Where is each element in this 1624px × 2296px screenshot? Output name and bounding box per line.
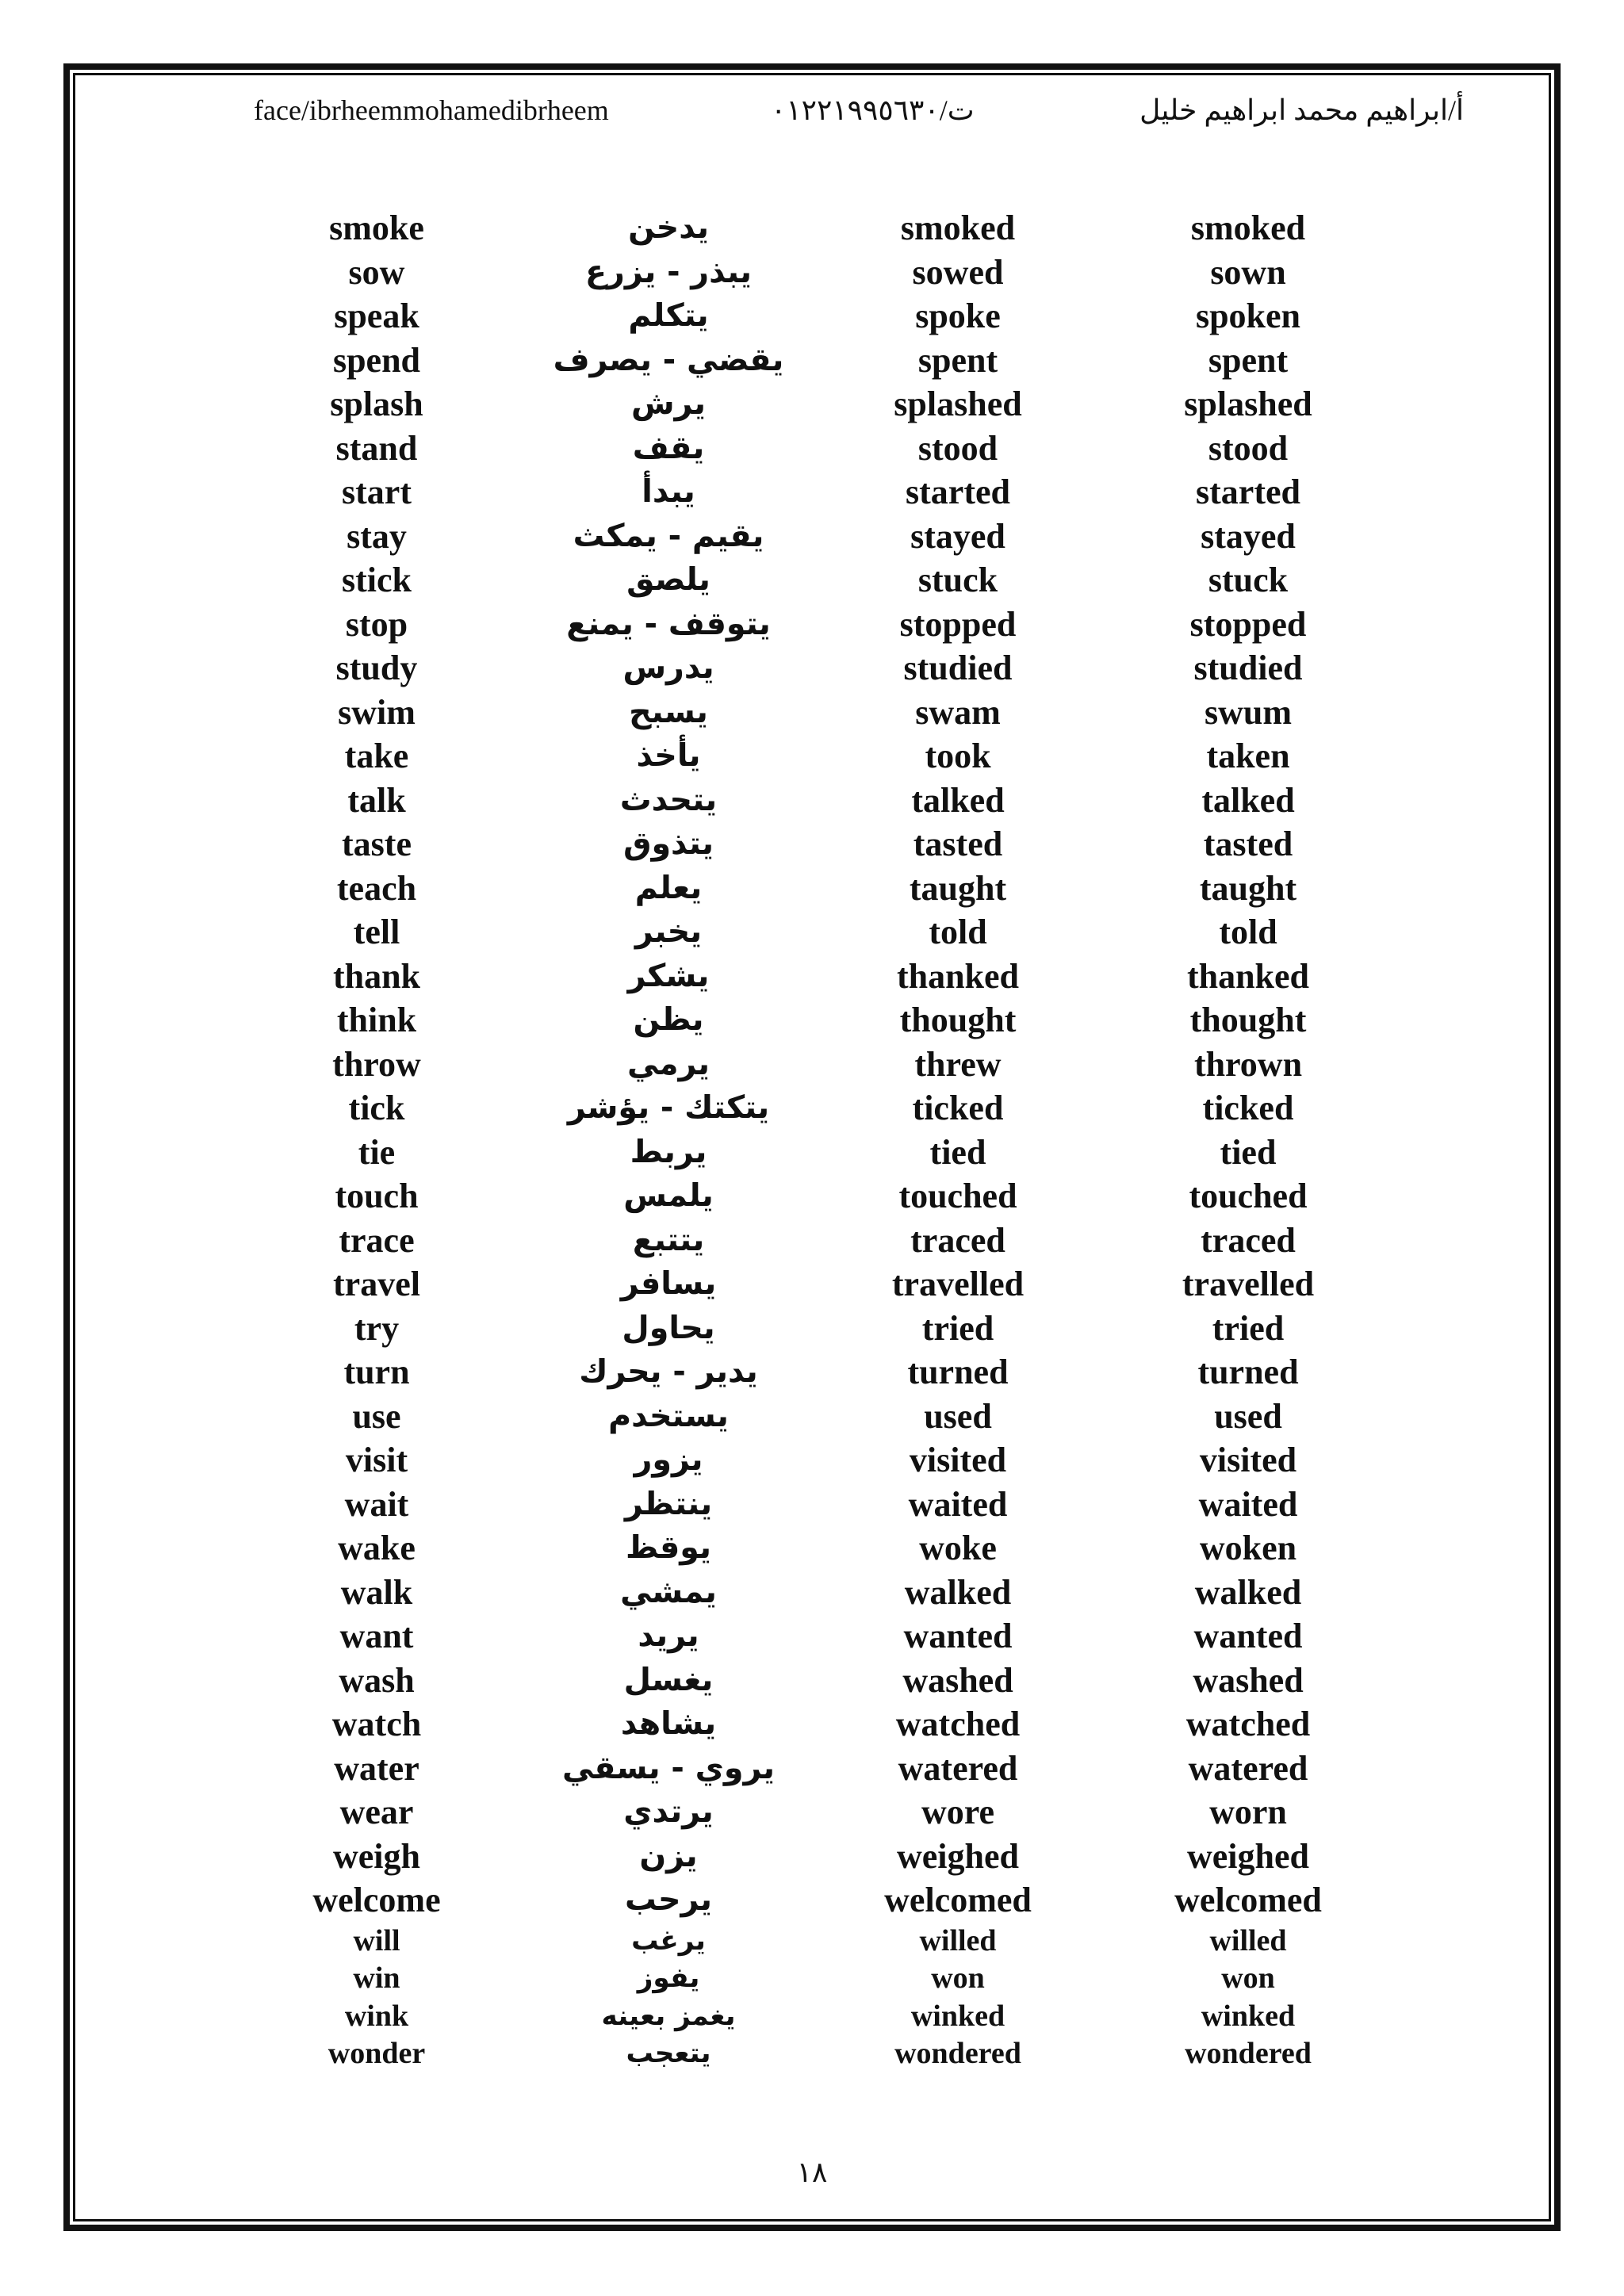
verb-arabic: يقيم - يمكث [573, 517, 764, 554]
table-row [0, 1438, 1624, 1483]
verb-arabic: يبذر - يزرع [585, 253, 752, 290]
verb-base: visit [345, 1441, 408, 1479]
verb-past: thought [899, 1001, 1017, 1039]
verb-past: willed [919, 1923, 997, 1957]
verb-past-participle: watched [1185, 1705, 1311, 1743]
table-row [0, 1998, 1624, 2036]
verb-base: travel [333, 1265, 420, 1303]
verb-arabic: يروي - يسقي [561, 1749, 775, 1786]
verb-past: stopped [899, 604, 1017, 644]
table-row [0, 1571, 1624, 1615]
verb-past: turned [907, 1353, 1009, 1391]
verb-past: tried [921, 1308, 994, 1348]
verb-base: splash [330, 385, 423, 423]
verb-past-participle: traced [1201, 1220, 1296, 1260]
verb-arabic: يرحب [625, 1881, 712, 1918]
verb-base: tie [358, 1132, 396, 1172]
table-row [0, 251, 1624, 295]
table-row [0, 1395, 1624, 1439]
verb-table [0, 206, 1624, 2073]
verb-arabic: يمشي [620, 1573, 717, 1610]
table-row [0, 470, 1624, 515]
verb-base: wait [344, 1484, 409, 1524]
page-header [73, 94, 1551, 138]
verb-past-participle: washed [1193, 1660, 1304, 1700]
verb-base: talk [347, 780, 406, 820]
verb-past-participle: turned [1197, 1353, 1299, 1391]
table-row [0, 1923, 1624, 1961]
verb-base: watch [331, 1705, 422, 1743]
table-row [0, 1131, 1624, 1175]
verb-past-participle: taken [1206, 737, 1290, 775]
verb-past-participle: stopped [1189, 604, 1307, 644]
verb-base: smoke [329, 209, 424, 247]
verb-arabic: يتوقف - يمنع [566, 605, 771, 642]
verb-arabic: يتعجب [626, 2038, 711, 2069]
verb-base: use [352, 1396, 401, 1436]
verb-past: used [924, 1396, 992, 1436]
table-row [0, 339, 1624, 383]
verb-arabic: يزن [639, 1837, 698, 1874]
verb-past-participle: travelled [1182, 1265, 1315, 1303]
verb-base: trace [339, 1220, 415, 1260]
verb-base: wake [338, 1529, 416, 1567]
table-row [0, 910, 1624, 955]
verb-past-participle: wondered [1185, 2037, 1312, 2070]
table-row [0, 1350, 1624, 1395]
verb-base: welcome [312, 1881, 441, 1919]
verb-base: water [334, 1748, 419, 1788]
table-row [0, 1878, 1624, 1923]
verb-past: watched [895, 1705, 1021, 1743]
verb-past-participle: stood [1208, 428, 1289, 468]
table-row [0, 558, 1624, 603]
verb-past-participle: started [1196, 473, 1300, 511]
verb-past-participle: welcomed [1174, 1881, 1322, 1919]
verb-arabic: يدخن [628, 209, 709, 246]
verb-base: walk [340, 1572, 413, 1612]
verb-base: stop [345, 604, 408, 644]
verb-past-participle: smoked [1190, 209, 1306, 247]
verb-past: stuck [917, 561, 998, 599]
verb-arabic: يرش [630, 385, 707, 422]
verb-base: try [354, 1308, 400, 1348]
verb-arabic: يريد [638, 1617, 699, 1654]
verb-base: take [344, 737, 409, 775]
table-row [0, 515, 1624, 559]
verb-past: welcomed [884, 1881, 1032, 1919]
verb-base: start [342, 473, 412, 511]
verb-base: swim [338, 692, 416, 732]
verb-base: tell [353, 913, 400, 951]
verb-past-participle: weighed [1187, 1836, 1309, 1876]
verb-past: wore [921, 1793, 995, 1831]
verb-arabic: يسافر [620, 1265, 717, 1302]
verb-past-participle: spent [1208, 340, 1289, 380]
verb-past: splashed [894, 385, 1022, 423]
verb-arabic: ينتظر [624, 1485, 713, 1522]
table-row [0, 1960, 1624, 1998]
verb-past-participle: spoken [1195, 297, 1301, 335]
verb-past: walked [904, 1572, 1012, 1612]
verb-arabic: يبدأ [642, 473, 695, 510]
verb-arabic: يقف [632, 429, 705, 466]
verb-past: visited [909, 1441, 1007, 1479]
verb-past-participle: taught [1199, 868, 1297, 908]
verb-base: teach [336, 868, 417, 908]
verb-arabic: يستخدم [608, 1397, 729, 1434]
verb-past: stayed [910, 516, 1005, 556]
verb-arabic: يظن [633, 1001, 704, 1038]
verb-past: washed [902, 1660, 1013, 1700]
verb-arabic: يوقظ [626, 1529, 711, 1566]
table-row [0, 779, 1624, 823]
verb-past: threw [914, 1044, 1002, 1084]
verb-arabic: يتتبع [632, 1221, 705, 1258]
verb-base: want [339, 1617, 414, 1655]
verb-past-participle: tried [1212, 1308, 1285, 1348]
verb-past: wanted [903, 1617, 1013, 1655]
verb-past: stood [917, 428, 998, 468]
verb-arabic: يغسل [623, 1661, 714, 1698]
verb-past-participle: winked [1201, 1999, 1296, 2033]
verb-base: stay [347, 516, 407, 556]
verb-past-participle: used [1214, 1396, 1282, 1436]
verb-arabic: يرغب [631, 1924, 706, 1957]
verb-past: woke [919, 1529, 997, 1567]
verb-past: waited [908, 1484, 1008, 1524]
verb-base: speak [334, 297, 419, 335]
verb-past-participle: watered [1188, 1748, 1308, 1788]
table-row [0, 1086, 1624, 1131]
verb-past-participle: touched [1189, 1177, 1308, 1215]
table-row [0, 691, 1624, 735]
verb-arabic: يرتدي [623, 1793, 714, 1830]
verb-base: wear [339, 1793, 414, 1831]
verb-base: study [335, 649, 418, 687]
verb-past-participle: sown [1210, 252, 1286, 292]
table-row [0, 955, 1624, 999]
table-row [0, 1747, 1624, 1791]
verb-base: will [353, 1923, 400, 1957]
verb-past-participle: worn [1209, 1793, 1287, 1831]
verb-past: took [925, 737, 991, 775]
verb-arabic: يتكتك - يؤشر [567, 1089, 770, 1126]
table-row [0, 998, 1624, 1043]
verb-past-participle: ticked [1202, 1089, 1294, 1127]
table-row [0, 734, 1624, 779]
verb-past: told [929, 913, 987, 951]
verb-arabic: يحاول [622, 1309, 715, 1346]
verb-past-participle: woken [1199, 1529, 1297, 1567]
header-author: أ/ابراهيم محمد ابراهيم خليل [1139, 94, 1464, 126]
verb-base: weigh [333, 1836, 420, 1876]
verb-past: ticked [912, 1089, 1004, 1127]
verb-base: think [336, 1001, 417, 1039]
verb-base: stick [342, 561, 412, 599]
verb-arabic: يعلم [634, 869, 703, 906]
table-row [0, 1835, 1624, 1879]
verb-arabic: يلصق [626, 561, 710, 598]
verb-past-participle: swum [1204, 692, 1293, 732]
verb-arabic: يخبر [634, 913, 703, 950]
verb-past-participle: stuck [1208, 561, 1289, 599]
table-row [0, 1219, 1624, 1263]
verb-base: wink [344, 1999, 409, 2033]
table-row [0, 1262, 1624, 1307]
table-row [0, 1790, 1624, 1835]
table-row [0, 1043, 1624, 1087]
verb-past: traced [910, 1220, 1005, 1260]
verb-past: swam [915, 692, 1001, 732]
verb-arabic: يلمس [623, 1177, 714, 1214]
verb-past-participle: walked [1194, 1572, 1302, 1612]
table-row [0, 1526, 1624, 1571]
table-row [0, 822, 1624, 867]
verb-past: started [906, 473, 1010, 511]
page-number: ١٨ [796, 2156, 828, 2189]
table-row [0, 1483, 1624, 1527]
verb-past: smoked [900, 209, 1016, 247]
table-row [0, 1659, 1624, 1703]
verb-arabic: يشكر [627, 957, 710, 994]
verb-arabic: يتكلم [628, 297, 709, 334]
verb-arabic: يفوز [637, 1962, 700, 1994]
verb-base: tick [348, 1089, 405, 1127]
verb-past: studied [903, 649, 1013, 687]
verb-base: spend [332, 340, 421, 380]
verb-base: turn [343, 1353, 410, 1391]
verb-past-participle: tied [1220, 1132, 1277, 1172]
verb-past: winked [910, 1999, 1005, 2033]
verb-past-participle: stayed [1201, 516, 1296, 556]
verb-base: win [353, 1961, 400, 1995]
verb-past-participle: willed [1209, 1923, 1287, 1957]
verb-arabic: يدير - يحرك [579, 1353, 758, 1390]
table-row [0, 2035, 1624, 2073]
verb-past-participle: told [1219, 913, 1277, 951]
verb-arabic: يقضي - يصرف [553, 341, 784, 378]
verb-arabic: يسبح [629, 693, 708, 730]
table-row [0, 1307, 1624, 1351]
verb-past-participle: waited [1198, 1484, 1298, 1524]
verb-base: touch [335, 1177, 419, 1215]
table-row [0, 1702, 1624, 1747]
verb-past: wondered [894, 2037, 1021, 2070]
verb-arabic: يغمز بعينه [601, 1999, 736, 2032]
verb-arabic: يشاهد [620, 1705, 717, 1742]
verb-past: travelled [891, 1265, 1025, 1303]
verb-past: watered [898, 1748, 1018, 1788]
verb-past: won [931, 1961, 985, 1995]
verb-past-participle: won [1221, 1961, 1275, 1995]
table-row [0, 1174, 1624, 1219]
verb-past-participle: thanked [1186, 956, 1310, 996]
table-row [0, 382, 1624, 427]
verb-past: weighed [897, 1836, 1019, 1876]
verb-past-participle: splashed [1184, 385, 1312, 423]
verb-arabic: يربط [630, 1133, 707, 1170]
table-row [0, 427, 1624, 471]
verb-arabic: يدرس [622, 649, 714, 686]
verb-past: tasted [913, 825, 1003, 863]
header-phone: ت/٠١٢٢١٩٩٥٦٣٠ [771, 94, 975, 126]
verb-arabic: يرمي [626, 1045, 710, 1082]
verb-base: stand [335, 428, 418, 468]
verb-base: wash [339, 1660, 415, 1700]
verb-past: spent [917, 340, 998, 380]
verb-past: sowed [912, 252, 1004, 292]
verb-past: spoke [915, 297, 1001, 335]
verb-past-participle: visited [1199, 1441, 1297, 1479]
table-row [0, 1614, 1624, 1659]
table-row [0, 603, 1624, 647]
verb-base: wonder [327, 2037, 426, 2070]
table-row [0, 294, 1624, 339]
verb-past-participle: wanted [1193, 1617, 1303, 1655]
verb-past-participle: talked [1201, 780, 1295, 820]
verb-past: taught [909, 868, 1007, 908]
verb-past: tied [929, 1132, 986, 1172]
table-row [0, 206, 1624, 251]
verb-past: thanked [896, 956, 1020, 996]
verb-base: thank [332, 956, 421, 996]
verb-base: throw [332, 1044, 421, 1084]
verb-past: touched [898, 1177, 1017, 1215]
verb-past: talked [911, 780, 1005, 820]
verb-base: taste [342, 825, 412, 863]
header-facebook: face/ibrheemmohamedibrheem [254, 94, 609, 126]
verb-arabic: يأخذ [636, 737, 701, 774]
verb-arabic: يتذوق [623, 825, 714, 862]
verb-arabic: يزور [634, 1441, 703, 1478]
table-row [0, 646, 1624, 691]
verb-base: sow [348, 252, 405, 292]
verb-past-participle: thrown [1193, 1044, 1303, 1084]
verb-past-participle: thought [1189, 1001, 1307, 1039]
table-row [0, 867, 1624, 911]
verb-past-participle: tasted [1203, 825, 1293, 863]
verb-arabic: يتحدث [619, 781, 718, 818]
verb-past-participle: studied [1193, 649, 1303, 687]
